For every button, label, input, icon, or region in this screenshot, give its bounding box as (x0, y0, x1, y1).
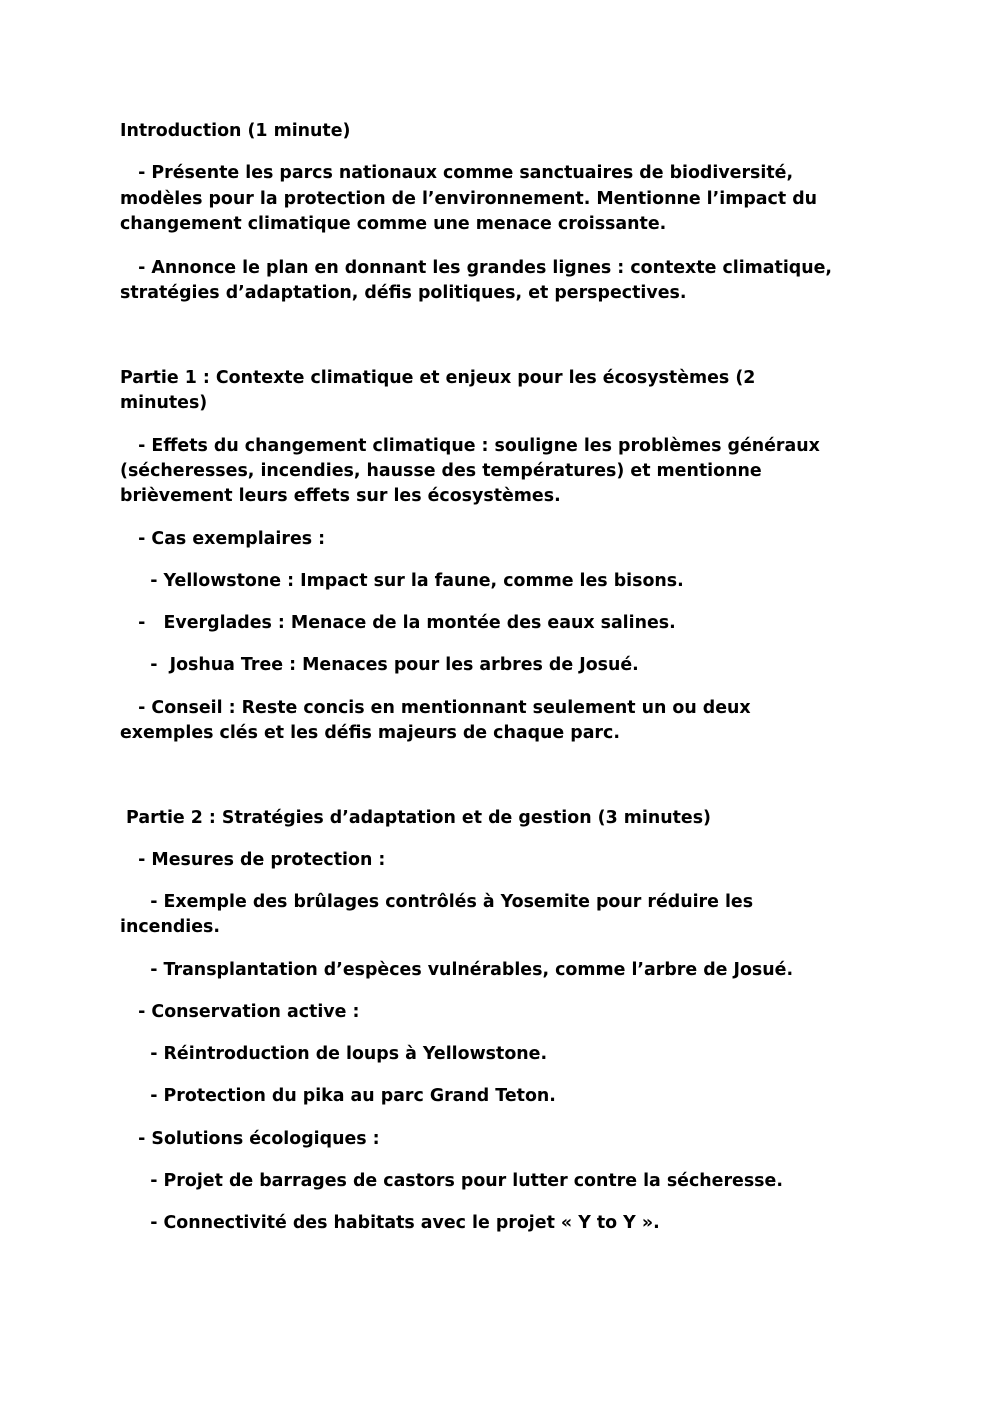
partie1-joshua-tree: - Joshua Tree : Menaces pour les arbres de Josué. (120, 655, 639, 675)
introduction-p2-line-1: - Annonce le plan en donnant les grandes lignes : contexte climatique, (120, 258, 833, 278)
introduction-p1-line-3: changement climatique comme une menace croissante. (120, 214, 667, 234)
partie1-heading-line-2: minutes) (120, 393, 208, 413)
partie1-effets-line-1: - Effets du changement climatique : souligne les problèmes généraux (120, 436, 820, 456)
introduction-p1-line-2: modèles pour la protection de l’environnement. Mentionne l’impact du (120, 189, 818, 209)
partie2-castors: - Projet de barrages de castors pour lutter contre la sécheresse. (120, 1171, 783, 1191)
partie1-conseil-line-1: - Conseil : Reste concis en mentionnant seulement un ou deux (120, 698, 751, 718)
partie1-cas-exemplaires: - Cas exemplaires : (120, 529, 326, 549)
partie1-effets-line-3: brièvement leurs effets sur les écosystèmes. (120, 486, 561, 506)
partie2-connectivite: - Connectivité des habitats avec le projet « Y to Y ». (120, 1213, 660, 1233)
partie2-brulages-line-1: - Exemple des brûlages contrôlés à Yosemite pour réduire les (120, 892, 754, 912)
partie1-everglades: - Everglades : Menace de la montée des eaux salines. (120, 613, 676, 633)
introduction-p1-line-1: - Présente les parcs nationaux comme sanctuaires de biodiversité, (120, 163, 794, 183)
partie1-heading-line-1: Partie 1 : Contexte climatique et enjeux pour les écosystèmes (2 (120, 368, 756, 388)
partie2-conservation-active: - Conservation active : (120, 1002, 360, 1022)
partie2-pika: - Protection du pika au parc Grand Teton. (120, 1086, 556, 1106)
partie2-heading: Partie 2 : Stratégies d’adaptation et de gestion (3 minutes) (120, 808, 711, 828)
introduction-p2-line-2: stratégies d’adaptation, défis politiques, et perspectives. (120, 283, 687, 303)
partie1-conseil-line-2: exemples clés et les défis majeurs de chaque parc. (120, 723, 620, 743)
partie2-mesures-protection: - Mesures de protection : (120, 850, 386, 870)
partie1-effets-line-2: (sécheresses, incendies, hausse des températures) et mentionne (120, 461, 762, 481)
introduction-heading: Introduction (1 minute) (120, 121, 351, 141)
partie2-brulages-line-2: incendies. (120, 917, 220, 937)
partie1-yellowstone: - Yellowstone : Impact sur la faune, comme les bisons. (120, 571, 684, 591)
partie2-transplantation: - Transplantation d’espèces vulnérables, comme l’arbre de Josué. (120, 960, 794, 980)
partie2-solutions-ecologiques: - Solutions écologiques : (120, 1129, 380, 1149)
partie2-loups: - Réintroduction de loups à Yellowstone. (120, 1044, 548, 1064)
